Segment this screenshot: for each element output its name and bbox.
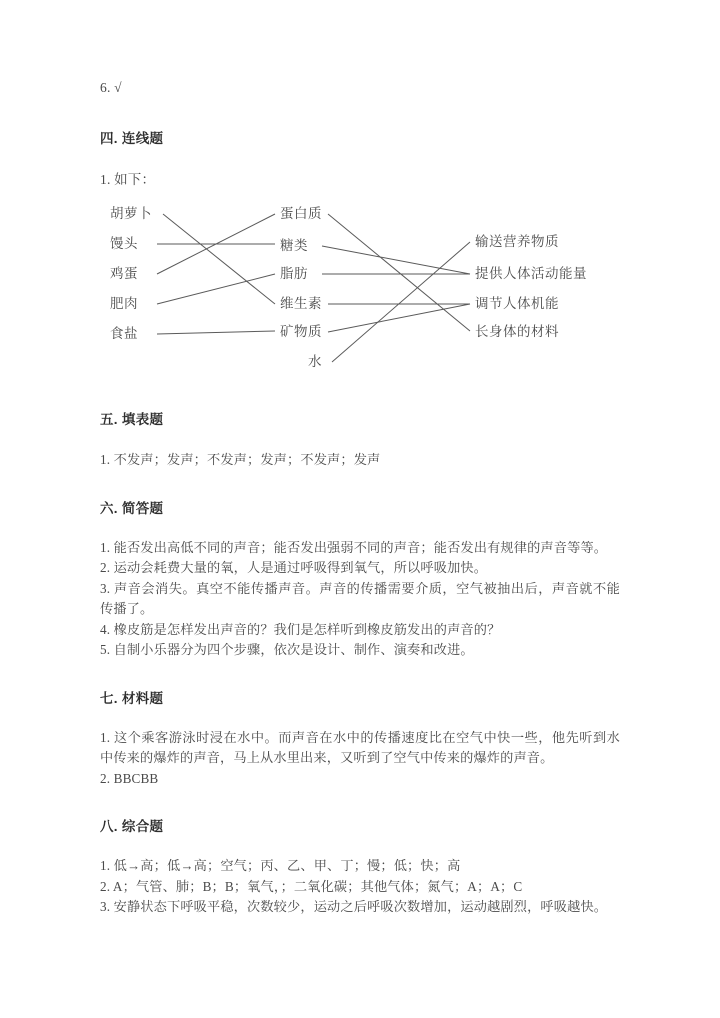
section-heading-6: 六. 简答题	[100, 500, 164, 516]
match-right-item-3[interactable]: 长身体的材料	[475, 324, 559, 339]
section-heading-4: 四. 连线题	[100, 131, 164, 146]
section-heading-5: 五. 填表题	[100, 412, 164, 427]
match-middle-item-0[interactable]: 蛋白质	[280, 206, 322, 221]
match-left-item-3[interactable]: 肥肉	[110, 296, 138, 311]
section-8-line-0: 1. 低→高；低→高；空气；丙、乙、甲、丁；慢；低；快；高	[100, 858, 461, 873]
match-middle-item-4[interactable]: 矿物质	[280, 324, 322, 339]
page-content	[100, 78, 620, 918]
match-left-item-2[interactable]: 鸡蛋	[110, 266, 138, 281]
section-6-line-4: 5. 自制小乐器分为四个步骤，依次是设计、制作、演奏和改进。	[100, 642, 474, 657]
section-6-line-1: 2. 运动会耗费大量的氧，人是通过呼吸得到氧气，所以呼吸加快。	[100, 560, 488, 575]
link-fat-meat-fat	[157, 274, 275, 304]
section-5-line-0: 1. 不发声；发声；不发声；发声；不发声；发声	[100, 452, 381, 467]
section-8-line-1: 2. A；气管、肺；B；B；氧气，；二氧化碳；其他气体；氮气；A；A；C	[100, 878, 523, 894]
link-protein-bodybuild	[328, 214, 470, 331]
section-4-intro: 1. 如下：	[100, 172, 156, 187]
link-salt-mineral	[157, 331, 275, 334]
link-mineral-regulate	[328, 304, 470, 332]
link-water-transport	[332, 242, 470, 362]
link-carrot-vitamin	[163, 214, 275, 304]
match-right-item-0[interactable]: 输送营养物质	[475, 234, 559, 249]
section-7-body	[100, 728, 620, 790]
section-7-line-1: 2. BBCBB	[100, 770, 159, 786]
section-6-line-2: 3. 声音会消失。真空不能传播声音。声音的传播需要介质，空气被抽出后，声音就不能传播了。	[100, 580, 620, 616]
match-left-item-4[interactable]: 食盐	[110, 326, 138, 341]
match-middle-item-5[interactable]: 水	[308, 354, 322, 369]
section-5-body	[100, 450, 620, 471]
matching-diagram	[100, 204, 620, 394]
match-right-item-1[interactable]: 提供人体活动能量	[475, 266, 587, 281]
match-right-item-2[interactable]: 调节人体机能	[475, 296, 559, 311]
section-8-line-2: 3. 安静状态下呼吸平稳，次数较少，运动之后呼吸次数增加，运动越剧烈，呼吸越快。	[100, 899, 608, 914]
section-7-line-0: 1. 这个乘客游泳时浸在水中。而声音在水中的传播速度比在空气中快一些，他先听到水中传来的爆炸的声音，马上从水里出来，又听到了空气中传来的爆炸的声音。	[100, 729, 620, 765]
section-8-body	[100, 856, 620, 918]
match-middle-item-2[interactable]: 脂肪	[280, 266, 308, 281]
section-heading-7: 七. 材料题	[100, 690, 164, 706]
match-left-item-0[interactable]: 胡萝卜	[110, 206, 152, 221]
carryover-answer-line: 6. √	[100, 80, 122, 95]
match-left-item-1[interactable]: 馒头	[110, 236, 138, 251]
section-6-line-3: 4. 橡皮筋是怎样发出声音的？我们是怎样听到橡皮筋发出的声音的？	[100, 621, 501, 637]
section-6-line-0: 1. 能否发出高低不同的声音；能否发出强弱不同的声音；能否发出有规律的声音等等。	[100, 539, 608, 555]
match-middle-item-1[interactable]: 糖类	[280, 238, 308, 253]
section-6-body	[100, 538, 620, 661]
match-middle-item-3[interactable]: 维生素	[280, 296, 322, 311]
section-heading-8: 八. 综合题	[100, 819, 164, 834]
